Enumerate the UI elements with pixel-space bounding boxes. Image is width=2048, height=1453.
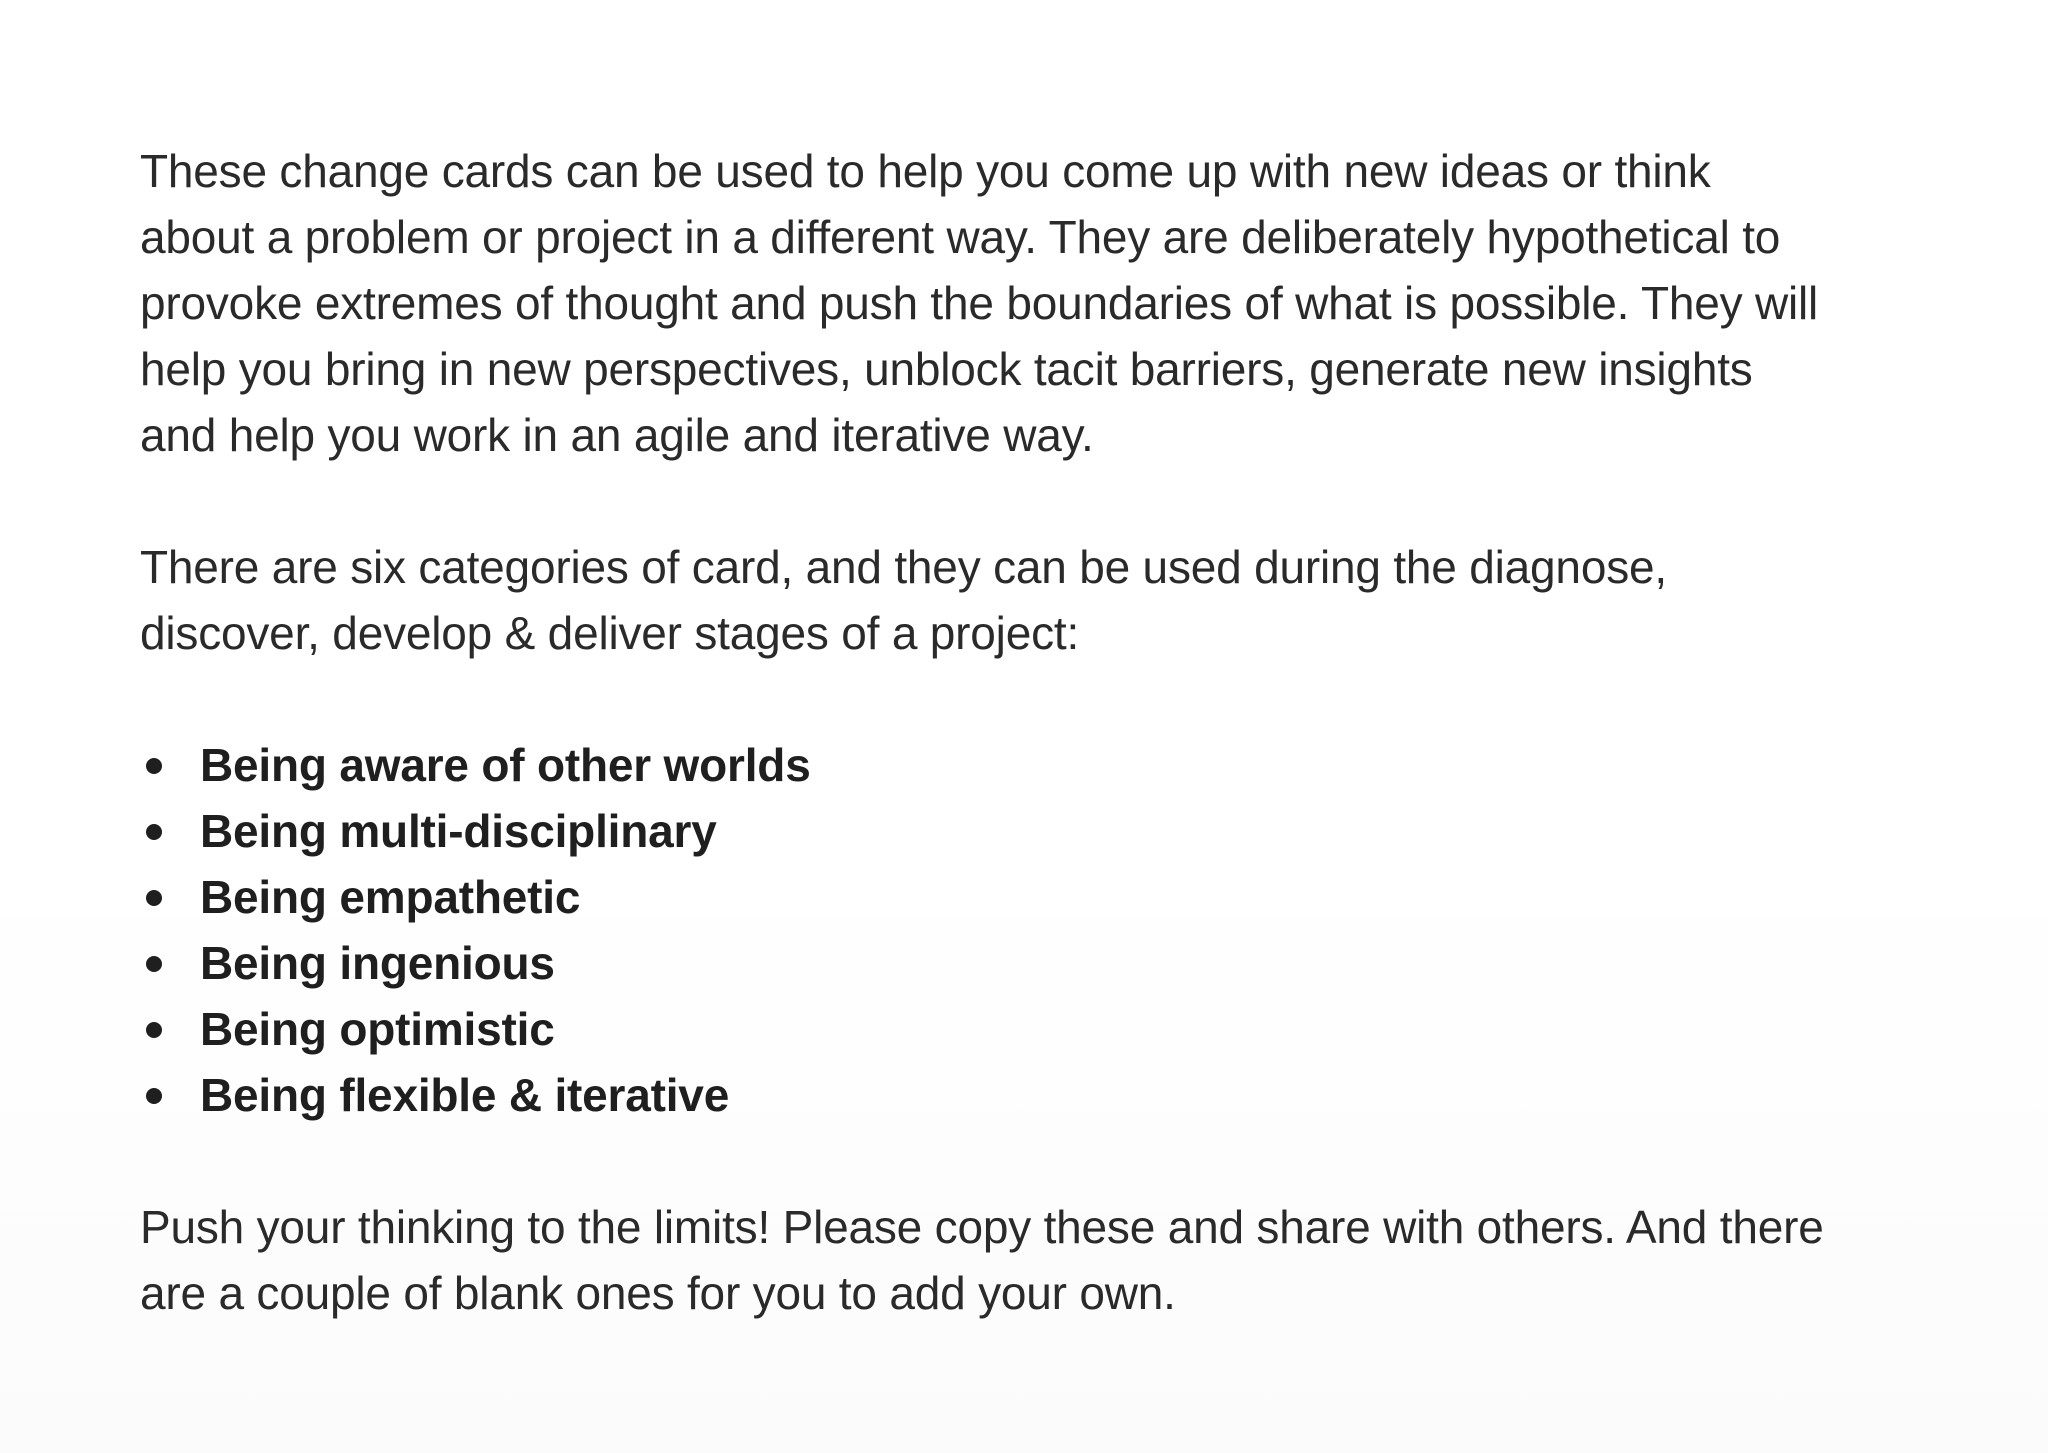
- bullet-icon: [146, 758, 162, 774]
- intro-paragraph: [140, 138, 1940, 468]
- bullet-icon: [146, 824, 162, 840]
- bullet-icon: [146, 956, 162, 972]
- category-label: Being flexible & iterative: [200, 1069, 730, 1121]
- list-item: [140, 732, 1940, 798]
- category-label: Being optimistic: [200, 1003, 555, 1055]
- closing-line: Push your thinking to the limits! Please copy these and share with others. And there: [140, 1201, 1824, 1253]
- list-item: [140, 798, 1940, 864]
- list-item: [140, 1062, 1940, 1128]
- closing-paragraph: [140, 1194, 1940, 1326]
- category-label: Being multi-disciplinary: [200, 805, 717, 857]
- bullet-icon: [146, 1088, 162, 1104]
- list-item: [140, 930, 1940, 996]
- category-label: Being ingenious: [200, 937, 555, 989]
- document-body: [140, 138, 1940, 1326]
- list-item: [140, 996, 1940, 1062]
- category-label: Being aware of other worlds: [200, 739, 811, 791]
- intro-line: These change cards can be used to help you come up with new ideas or think: [140, 145, 1711, 197]
- closing-line: are a couple of blank ones for you to add your own.: [140, 1267, 1176, 1319]
- intro-line: about a problem or project in a different way. They are deliberately hypothetical to: [140, 211, 1781, 263]
- category-label: Being empathetic: [200, 871, 581, 923]
- categories-intro-line: discover, develop & deliver stages of a project:: [140, 607, 1080, 659]
- intro-line: provoke extremes of thought and push the boundaries of what is possible. They will: [140, 277, 1819, 329]
- category-list: [140, 732, 1940, 1128]
- list-item: [140, 864, 1940, 930]
- intro-line: and help you work in an agile and iterative way.: [140, 409, 1094, 461]
- categories-intro-line: There are six categories of card, and they can be used during the diagnose,: [140, 541, 1667, 593]
- bullet-icon: [146, 890, 162, 906]
- bullet-icon: [146, 1022, 162, 1038]
- intro-line: help you bring in new perspectives, unblock tacit barriers, generate new insights: [140, 343, 1753, 395]
- categories-intro-paragraph: [140, 534, 1940, 666]
